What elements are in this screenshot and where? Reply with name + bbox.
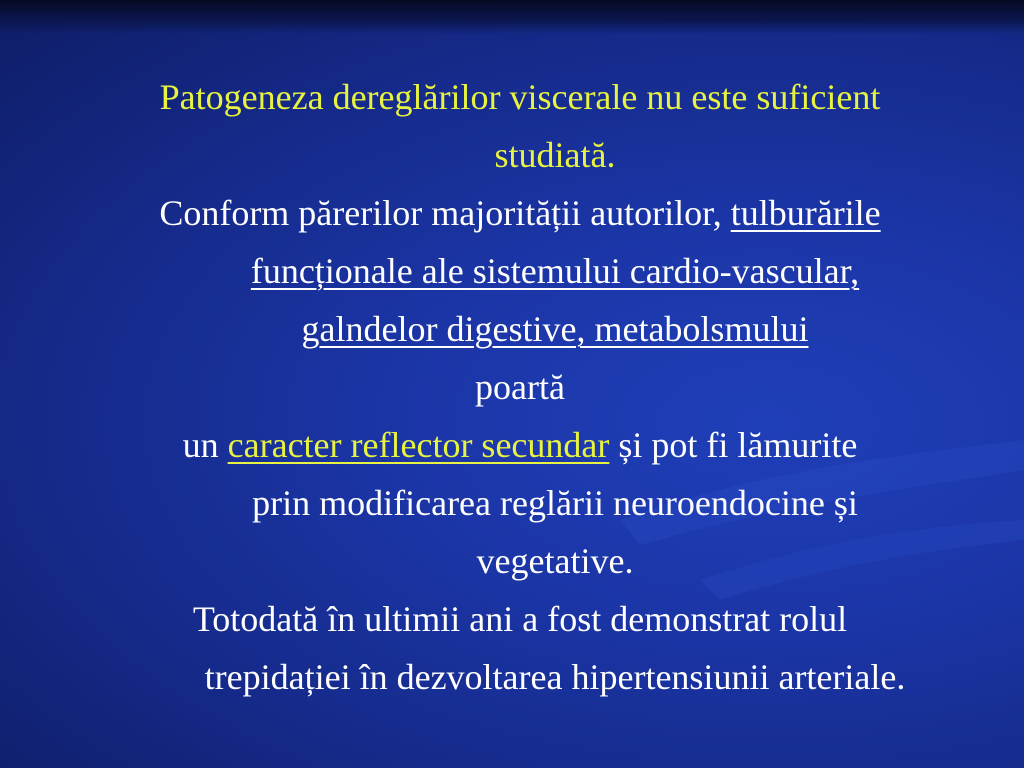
paragraph-poarta bbox=[60, 358, 980, 416]
authors-opinion-lead: Conform părerilor majorității autorilor, bbox=[159, 193, 722, 233]
secondary-rest-1: și pot fi lămurite bbox=[618, 425, 858, 465]
secondary-lead: un bbox=[182, 425, 219, 465]
underlined-disorders-1: tulburările bbox=[730, 193, 881, 233]
underlined-disorders-3: galndelor digestive, metabolsmului bbox=[301, 309, 809, 349]
hypertension-text-line2: trepidației în dezvoltarea hipertensiunii arteriale. bbox=[204, 657, 906, 697]
secondary-rest-3: vegetative. bbox=[476, 541, 634, 581]
hypertension-text-line1: Totodată în ultimii ani a fost demonstrat rolul bbox=[192, 599, 848, 639]
secondary-rest-2: prin modificarea reglării neuroendocine și bbox=[252, 483, 858, 523]
paragraph-pathogenesis bbox=[60, 68, 980, 184]
underlined-disorders-2: funcționale ale sistemului cardio-vascular, bbox=[250, 251, 860, 291]
highlight-secondary-reflex: caracter reflector secundar bbox=[227, 425, 610, 465]
paragraph-secondary-character bbox=[60, 416, 980, 590]
pathogenesis-text-line2: studiată. bbox=[494, 135, 616, 175]
poarta-text: poartă bbox=[475, 367, 565, 407]
paragraph-authors-opinion bbox=[60, 184, 980, 358]
paragraph-hypertension bbox=[60, 590, 980, 706]
pathogenesis-text-line1: Patogeneza dereglărilor viscerale nu este suficient bbox=[159, 77, 881, 117]
slide-body bbox=[60, 68, 980, 706]
